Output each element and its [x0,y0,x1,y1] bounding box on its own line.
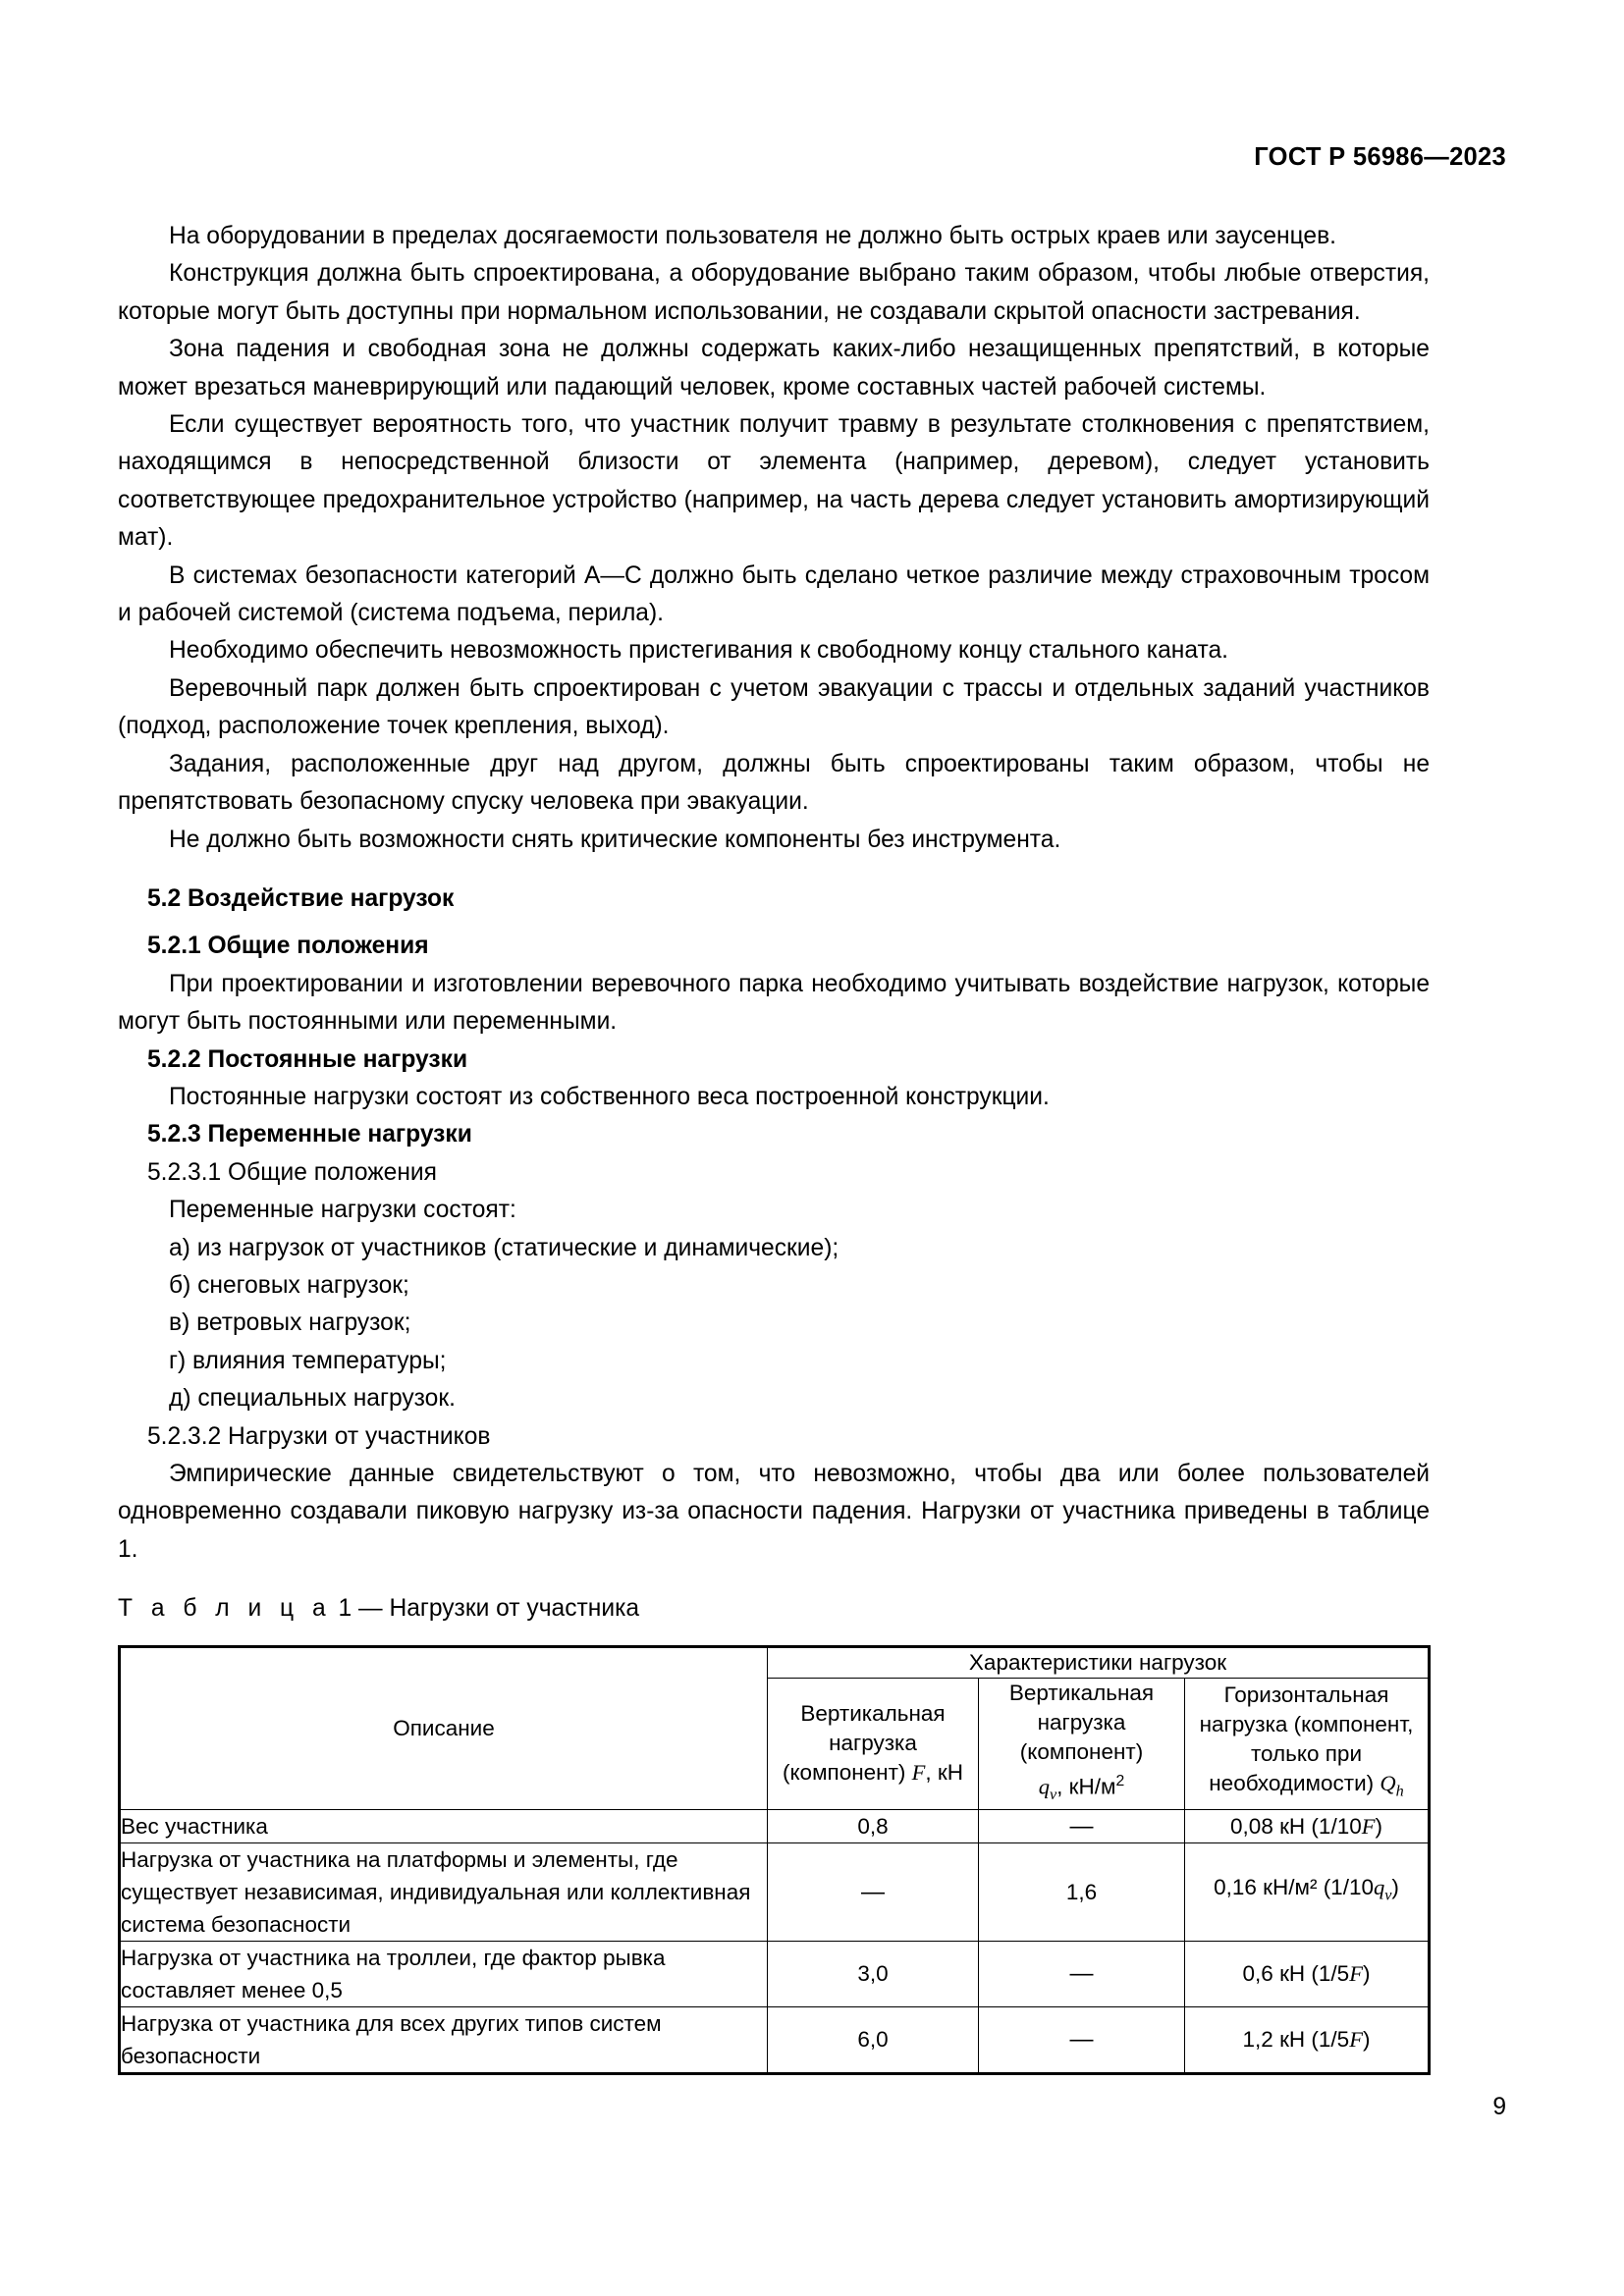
row-0-h-pre: 0,08 кН (1/10 [1230,1813,1362,1839]
row-2-h-pre: 0,6 кН (1/5 [1242,1961,1350,1987]
paragraph-injury-obstacle: Если существует вероятность того, что участник получит травму в результате столкновения с препятствием, находящимся в непосредственной близости от элемента (например, деревом), следует установить соответствующее предохранительное устройство (например, на часть дерева следует установить амортизирующий мат). [118,411,1430,552]
row-3-description: Нагрузка от участника для всех других типов систем безопасности [120,2006,768,2073]
paragraph-critical-components: Не должно быть возможности снять критические компоненты без инструмента. [169,826,1061,853]
paragraph-fall-zone: Зона падения и свободная зона не должны содержать каких-либо незащищенных препятствий, в которые может врезаться маневрирующий или падающий человек, кроме составных частей рабочей системы. [118,336,1430,400]
hdr-h-line4: необходимости) [1209,1771,1380,1796]
row-2-horizontal [1185,1941,1430,2006]
row-0-vertical-q: — [979,1809,1185,1842]
table-caption [118,1590,1430,1628]
hdr-h-symbol: Q [1380,1771,1396,1796]
row-1-description: Нагрузка от участника на платформы и элементы, где существует независимая, индивидуальная или коллективная система безопасности [120,1842,768,1941]
row-1-h-pre: 0,16 кН/м² (1/10 [1214,1875,1374,1900]
paragraph-stacked-tasks: Задания, расположенные друг над другом, должны быть спроектированы таким образом, чтобы не препятствовать безопасному спуску человека при эвакуации. [118,750,1430,816]
row-3-h-symbol: F [1349,2027,1363,2053]
heading-5-2: 5.2 Воздействие нагрузок [147,884,455,912]
table-header-description: Описание [120,1646,768,1809]
paragraph-evacuation-design: Веревочный парк должен быть спроектирован с учетом эвакуации с трассы и отдельных заданий участников (подход, расположение точек крепления, выход). [118,674,1430,740]
participant-loads-table [118,1645,1431,2075]
paragraph-5-2-3-2-body: Эмпирические данные свидетельствуют о том, что невозможно, чтобы два или более пользователей одновременно создавали пиковую нагрузку из-за опасности падения. Нагрузки от участника приведены в таблице 1. [118,1461,1430,1563]
row-2-description: Нагрузка от участника на троллеи, где фактор рывка составляет менее 0,5 [120,1941,768,2006]
table-row [120,1842,1430,1941]
row-1-h-symbol: q [1373,1875,1385,1900]
hdr-f-line3-pre: (компонент) [782,1760,912,1786]
hdr-q-line3: (компонент) [1019,1738,1144,1764]
paragraph-5-2-1-body: При проектировании и изготовлении веревочного парка необходимо учитывать воздействие нагрузок, которые могут быть постоянными или переменными. [118,970,1430,1036]
paragraph-safety-categories: В системах безопасности категорий А—С должно быть сделано четкое различие между страховочным тросом и рабочей системой (система подъема, перила). [118,561,1430,627]
row-0-h-post: ) [1375,1813,1382,1839]
row-3-horizontal [1185,2006,1430,2073]
row-1-vertical-q: 1,6 [979,1842,1185,1941]
row-1-vertical-f: — [768,1842,979,1941]
table-header-horizontal-load-q [1185,1678,1430,1809]
page-number: 9 [1492,2094,1506,2120]
row-3-vertical-q: — [979,2006,1185,2073]
list-item-v: в) ветровых нагрузок; [169,1309,411,1337]
hdr-h-subscript: h [1395,1782,1404,1800]
hdr-h-line1: Горизонтальная [1223,1682,1389,1708]
paragraph-5-2-2-body: Постоянные нагрузки состоят из собственного веса построенной конструкции. [169,1083,1050,1110]
row-2-vertical-f: 3,0 [768,1941,979,2006]
table-row [120,1941,1430,2006]
row-0-description: Вес участника [120,1809,768,1842]
list-item-g: г) влияния температуры; [169,1347,447,1374]
row-1-horizontal [1185,1842,1430,1941]
paragraph-variable-loads-intro: Переменные нагрузки состоят: [169,1197,516,1224]
hdr-f-line1: Вертикальная [800,1701,946,1727]
hdr-h-line3: только при [1250,1741,1363,1767]
heading-5-2-2: 5.2.2 Постоянные нагрузки [147,1045,468,1073]
table-caption-number: 1 [338,1595,352,1623]
hdr-f-symbol: F [911,1760,926,1786]
list-item-a: а) из нагрузок от участников (статические и динамические); [169,1234,839,1261]
hdr-q-line2: нагрузка [1037,1709,1126,1735]
row-0-vertical-f: 0,8 [768,1809,979,1842]
heading-5-2-3-2: 5.2.3.2 Нагрузки от участников [147,1422,491,1450]
row-3-h-pre: 1,2 кН (1/5 [1242,2027,1350,2053]
table-header-row-group [120,1646,1430,1678]
table-caption-label: Т а б л и ц а [118,1595,332,1623]
heading-spacer [118,918,1430,928]
heading-5-2-3-1: 5.2.3.1 Общие положения [147,1158,437,1186]
hdr-q-subscript: v [1049,1785,1057,1803]
section-spacer [118,859,1430,881]
row-0-horizontal [1185,1809,1430,1842]
heading-5-2-3: 5.2.3 Переменные нагрузки [147,1121,472,1148]
running-header-standard-number: ГОСТ Р 56986—2023 [1254,143,1506,171]
paragraph-sharp-edges: На оборудовании в пределах досягаемости пользователя не должно быть острых краев или заусенцев. [169,223,1336,249]
row-3-vertical-f: 6,0 [768,2006,979,2073]
table-caption-dash: — [358,1595,383,1623]
table-header-group-load-characteristics: Характеристики нагрузок [768,1646,1430,1678]
hdr-q-unit: , кН/м [1056,1774,1116,1799]
row-1-h-post: ) [1391,1875,1399,1900]
list-item-b: б) снеговых нагрузок; [169,1271,409,1299]
heading-5-2-1: 5.2.1 Общие положения [147,933,429,960]
hdr-f-line3-post: , кН [925,1760,964,1786]
page-body-content [118,218,1430,2075]
paragraph-rope-free-end: Необходимо обеспечить невозможность пристегивания к свободному концу стального каната. [169,637,1228,665]
table-header-vertical-load-f [768,1678,979,1809]
hdr-q-unit-exponent: 2 [1115,1772,1125,1789]
row-2-h-post: ) [1362,1961,1371,1987]
table-row [120,1809,1430,1842]
hdr-h-line2: нагрузка (компонент, [1199,1712,1414,1737]
hdr-q-line1: Вертикальная [1008,1680,1155,1705]
paragraph-construction-openings: Конструкция должна быть спроектирована, а оборудование выбрано таким образом, чтобы любые отверстия, которые могут быть доступны при нормальном использовании, не создавали скрытой опасности застревания. [118,260,1430,325]
table-caption-title: Нагрузки от участника [389,1595,640,1623]
table-header-vertical-load-q [979,1678,1185,1809]
table-row [120,2006,1430,2073]
row-2-h-symbol: F [1349,1961,1363,1987]
table-caption-spacer [118,1569,1430,1590]
hdr-f-line2: нагрузка [829,1731,917,1756]
list-item-d: д) специальных нагрузок. [169,1385,456,1413]
hdr-q-symbol: q [1038,1774,1050,1799]
row-0-h-symbol: F [1361,1813,1376,1839]
row-3-h-post: ) [1362,2027,1371,2053]
row-2-vertical-q: — [979,1941,1185,2006]
row-1-h-subscript: v [1384,1886,1392,1904]
